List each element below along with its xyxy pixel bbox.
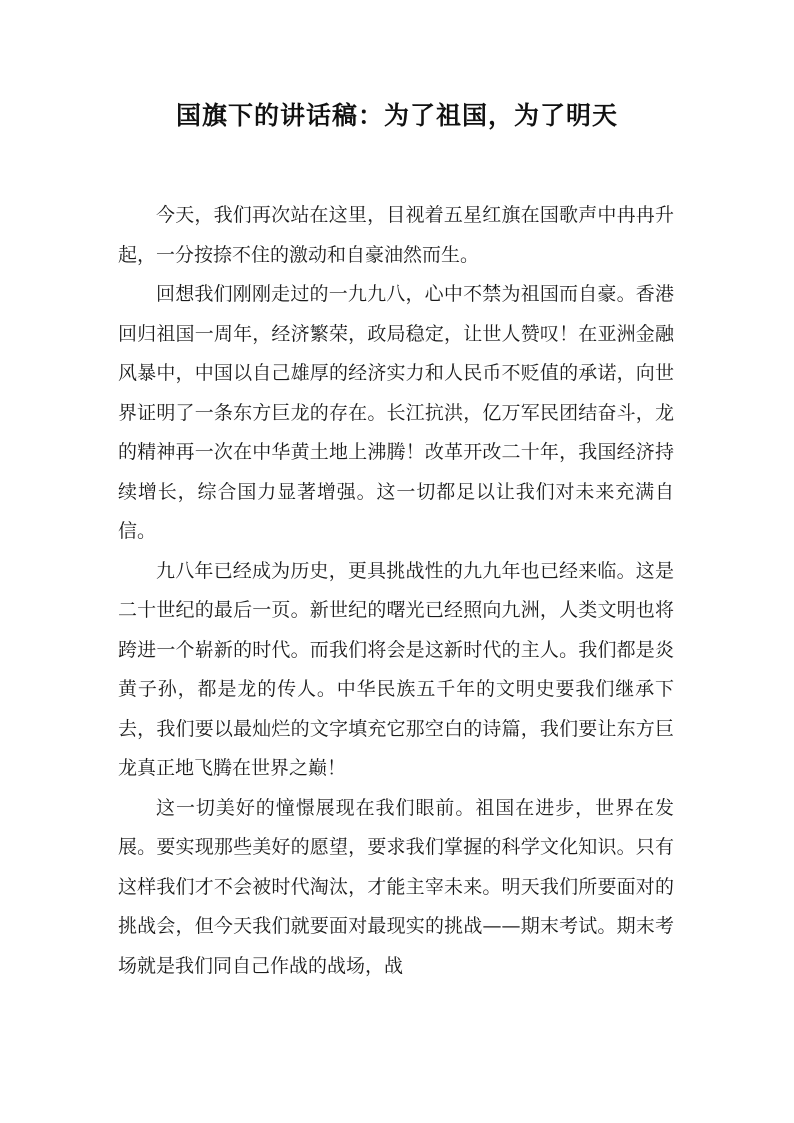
document-title: 国旗下的讲话稿：为了祖国，为了明天: [175, 101, 618, 130]
paragraph: 回想我们刚刚走过的一九九八，心中不禁为祖国而自豪。香港回归祖国一周年，经济繁荣，政局稳定，让世人赞叹！在亚洲金融风暴中，中国以自己雄厚的经济实力和人民币不贬值的承诺，向世界证明了一条东方巨龙的存在。长江抗洪，亿万军民团结奋斗，龙的精神再一次在中华黄土地上沸腾！改革开改二十年，我国经济持续增长，综合国力显著增强。这一切都足以让我们对未来充满自信。: [118, 283, 674, 542]
paragraph: 这一切美好的憧憬展现在我们眼前。祖国在进步，世界在发展。要实现那些美好的愿望，要求我们掌握的科学文化知识。只有这样我们才不会被时代淘汰，才能主宰未来。明天我们所要面对的挑战会，但今天我们就要面对最现实的挑战——期末考试。期末考场就是我们同自己作战的战场，战: [118, 796, 674, 977]
paragraph: 今天，我们再次站在这里，目视着五星红旗在国歌声中冉冉升起，一分按捺不住的激动和自豪油然而生。: [118, 204, 674, 266]
document-body: [118, 196, 674, 986]
paragraph: 九八年已经成为历史，更具挑战性的九九年也已经来临。这是二十世纪的最后一页。新世纪的曙光已经照向九洲，人类文明也将跨进一个崭新的时代。而我们将会是这新时代的主人。我们都是炎黄子孙，都是龙的传人。中华民族五千年的文明史要我们继承下去，我们要以最灿烂的文字填充它那空白的诗篇，我们要让东方巨龙真正地飞腾在世界之巅！: [118, 559, 674, 779]
